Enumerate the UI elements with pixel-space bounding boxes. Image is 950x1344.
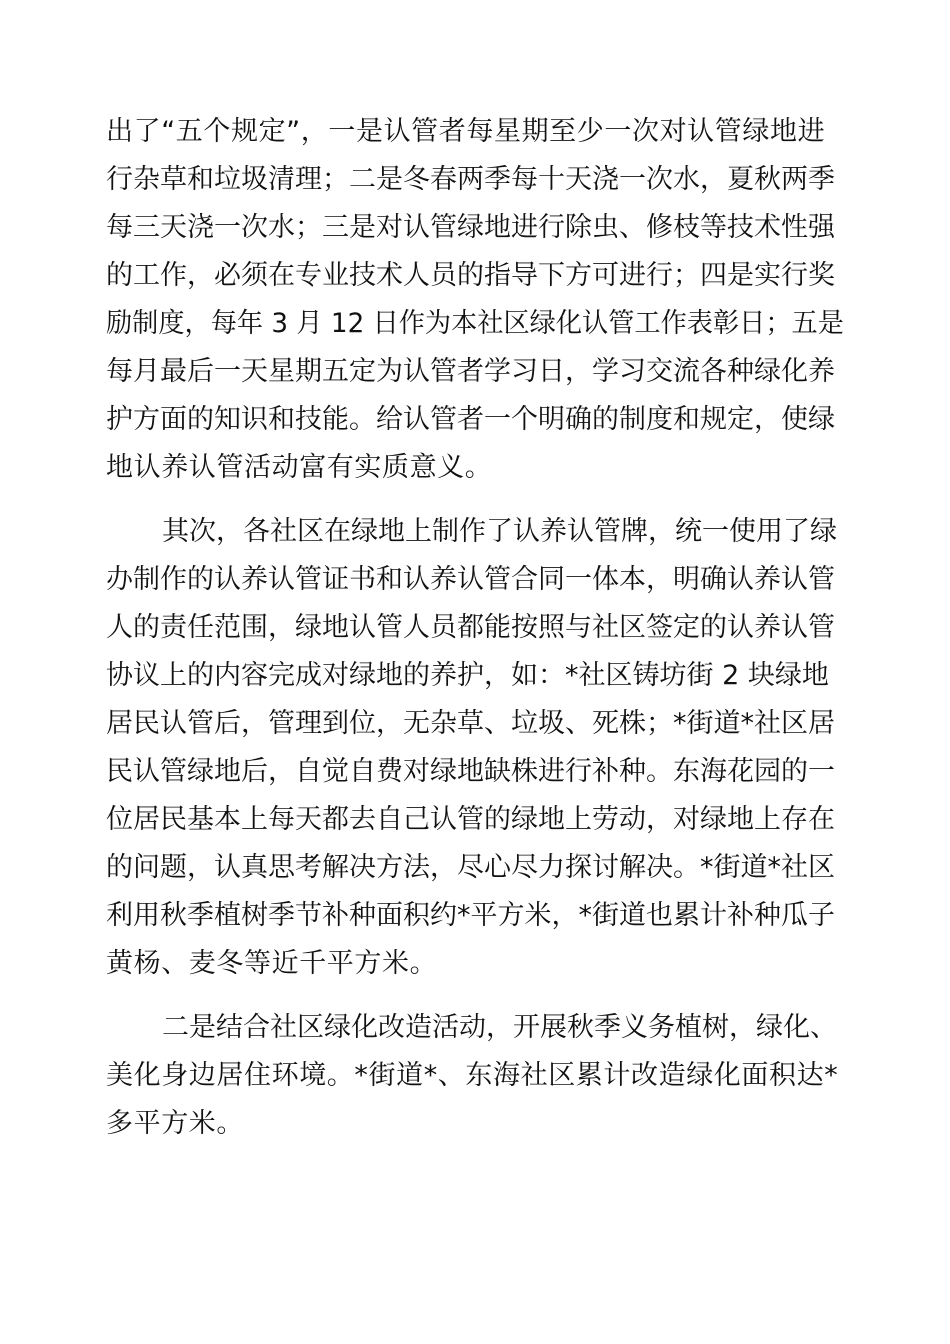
- text-line: 出了“五个规定”，一是认管者每星期至少一次对认管绿地进: [106, 116, 826, 147]
- text-line: 每三天浇一次水；三是对认管绿地进行除虫、修枝等技术性强: [106, 212, 835, 243]
- text-line: 黄杨、麦冬等近千平方米。: [106, 948, 438, 979]
- text-line: 人的责任范围，绿地认管人员都能按照与社区签定的认养认管: [106, 612, 835, 643]
- text-line: 的工作，必须在专业技术人员的指导下方可进行；四是实行奖: [106, 260, 835, 291]
- text-line: 办制作的认养认管证书和认养认管合同一体本，明确认养认管: [106, 564, 835, 595]
- text-line: 居民认管后，管理到位，无杂草、垃圾、死株；*街道*社区居: [106, 708, 835, 739]
- text-line: 协议上的内容完成对绿地的养护，如：*社区铸坊街 2 块绿地: [106, 660, 829, 691]
- text-line: 地认养认管活动富有实质意义。: [106, 452, 493, 483]
- text-line: 护方面的知识和技能。给认管者一个明确的制度和规定，使绿: [106, 404, 835, 435]
- text-line: 行杂草和垃圾清理；二是冬春两季每十天浇一次水，夏秋两季: [106, 164, 835, 195]
- text-line: 二是结合社区绿化改造活动，开展秋季义务植树，绿化、: [162, 1012, 837, 1043]
- text-line: 多平方米。: [106, 1108, 244, 1139]
- text-line: 利用秋季植树季节补种面积约*平方米，*街道也累计补种瓜子: [106, 900, 835, 931]
- text-line: 每月最后一天星期五定为认管者学习日，学习交流各种绿化养: [106, 356, 835, 387]
- text-line: 位居民基本上每天都去自己认管的绿地上劳动，对绿地上存在: [106, 804, 835, 835]
- text-line: 民认管绿地后，自觉自费对绿地缺株进行补种。东海花园的一: [106, 756, 835, 787]
- text-line: 美化身边居住环境。*街道*、东海社区累计改造绿化面积达*: [106, 1060, 839, 1091]
- text-line: 的问题，认真思考解决方法，尽心尽力探讨解决。*街道*社区: [106, 852, 835, 883]
- text-line: 其次，各社区在绿地上制作了认养认管牌，统一使用了绿: [162, 516, 837, 547]
- text-line: 励制度，每年 3 月 12 日作为本社区绿化认管工作表彰日；五是: [106, 308, 844, 339]
